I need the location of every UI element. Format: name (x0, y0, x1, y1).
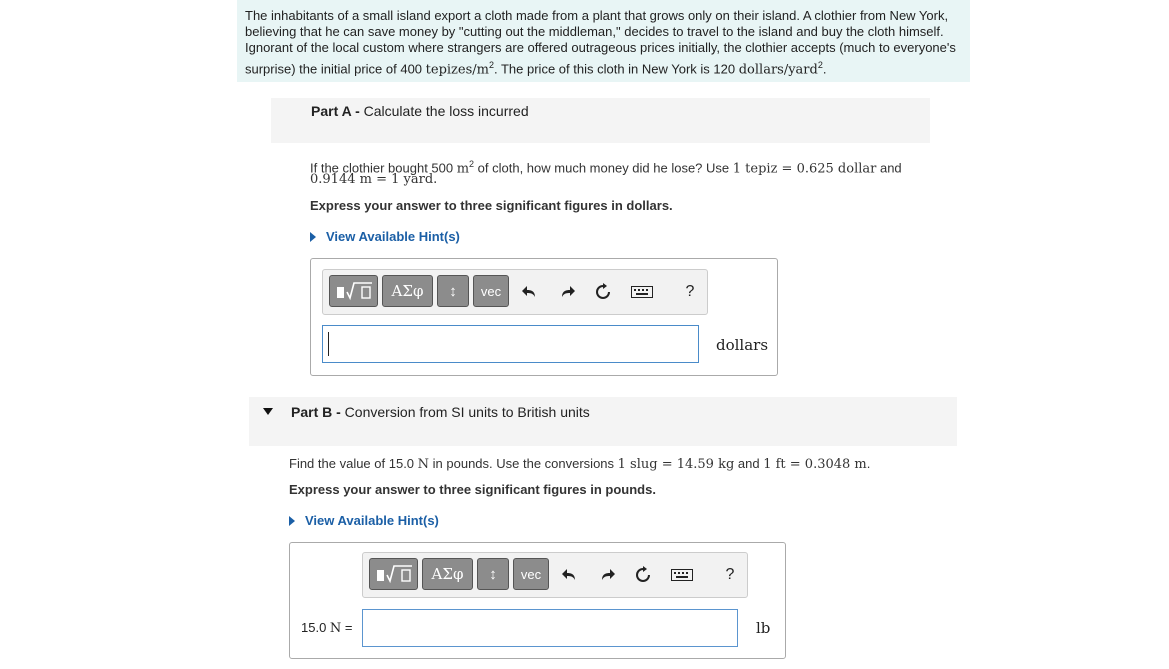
vector-button[interactable] (473, 275, 509, 307)
templates-button[interactable] (329, 275, 378, 307)
part-b-instruction: Express your answer to three significant figures in pounds. (289, 482, 656, 497)
part-b-title: Part B - Conversion from SI units to British units (291, 404, 590, 420)
greek-letters-icon: ΑΣφ (431, 565, 464, 583)
undo-icon[interactable] (518, 280, 542, 304)
part-a-unit: dollars (716, 336, 769, 354)
subscript-superscript-button[interactable] (437, 275, 469, 307)
vector-icon: vec (480, 283, 502, 299)
part-b-hint-link[interactable]: View Available Hint(s) (289, 513, 439, 528)
intro-line-4: surprise) the initial price of 400 tepizes/$m^2$. The price of this cloth in New York is 120 dollars/yard$^2$. (245, 60, 827, 78)
part-a-hint-link[interactable]: View Available Hint(s) (310, 229, 460, 244)
help-icon[interactable]: ? (725, 566, 735, 583)
problem-intro (237, 0, 970, 82)
part-b-answer-box (289, 542, 786, 659)
part-b-unit: lb (756, 619, 771, 637)
reset-icon[interactable] (631, 563, 655, 587)
greek-button[interactable] (382, 275, 433, 307)
intro-line-2: believing that he can save money by "cutting out the middleman," decides to travel to the island and buy the cloth himself. (245, 24, 944, 39)
part-a-answer-input[interactable] (322, 325, 699, 363)
redo-icon[interactable] (555, 280, 579, 304)
expand-triangle-icon (310, 232, 316, 242)
subscript-superscript-button[interactable] (477, 558, 509, 590)
keyboard-icon[interactable] (669, 563, 695, 587)
templates-button[interactable] (369, 558, 418, 590)
part-b-answer-input[interactable] (362, 609, 738, 647)
subscript-superscript-icon: ↕ (489, 565, 497, 583)
intro-line-1: The inhabitants of a small island export a cloth made from a plant that grows only on their island. A clothier from New York, (245, 8, 949, 23)
templates-icon (334, 280, 374, 302)
part-b-caret[interactable] (263, 408, 273, 415)
part-a-answer-box (310, 258, 778, 376)
greek-letters-icon: ΑΣφ (391, 282, 424, 300)
part-b-math-toolbar (362, 552, 748, 598)
text-cursor (328, 332, 329, 356)
undo-icon[interactable] (558, 563, 582, 587)
part-a-math-toolbar (322, 269, 708, 315)
vector-button[interactable] (513, 558, 549, 590)
part-a-question-line-1: If the clothier bought 500 $m^2$ of cloth, how much money did he lose? Use 1 tepiz = 0.625 dollar and (310, 159, 902, 177)
reset-icon[interactable] (591, 280, 615, 304)
templates-icon (374, 563, 414, 585)
greek-button[interactable] (422, 558, 473, 590)
intro-line-3: Ignorant of the local custom where strangers are offered outrageous prices initially, the clothier accepts (much to everyone's (245, 40, 956, 55)
help-icon[interactable]: ? (685, 283, 695, 300)
subscript-superscript-icon: ↕ (449, 282, 457, 300)
keyboard-icon[interactable] (629, 280, 655, 304)
part-b-question: Find the value of 15.0 N in pounds. Use the conversions 1 slug = 14.59 kg and 1 ft = 0.3048 m. (289, 456, 871, 472)
vector-icon: vec (520, 566, 542, 582)
expand-triangle-icon (289, 516, 295, 526)
part-b-answer-prefix: 15.0 N = (301, 620, 353, 636)
part-a-title: Part A - Calculate the loss incurred (311, 103, 529, 119)
part-a-instruction: Express your answer to three significant figures in dollars. (310, 198, 673, 213)
part-a-question-line-2: 0.9144 m = 1 yard. (310, 172, 438, 187)
redo-icon[interactable] (595, 563, 619, 587)
